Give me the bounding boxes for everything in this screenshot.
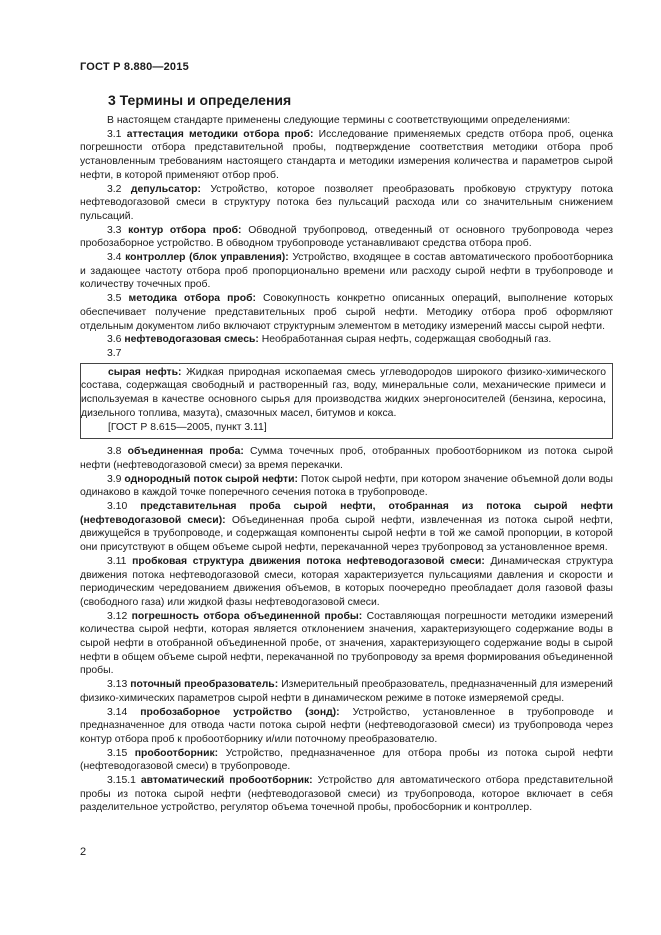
term-name: однородный поток сырой нефти: — [124, 473, 298, 485]
term-paragraph — [80, 445, 613, 472]
term-number: 3.15 — [107, 747, 128, 759]
term-paragraph — [80, 251, 613, 292]
document-body — [80, 114, 613, 815]
term-number: 3.12 — [107, 610, 128, 622]
term-name: методика отбора проб: — [128, 293, 256, 305]
term-name: поточный преобразователь: — [130, 679, 279, 691]
term-definition: Устройство, которое позволяет преобразовать пробковую структуру потока нефтеводогазовой смеси в структуру потока без пульсаций расхода или со значительным снижением пульсаций. — [80, 183, 614, 222]
term-definition: Совокупность конкретно описанных операций, выполнение которых обеспечивает получение представительных проб сырой нефти. Методику отбора проб оформляют отдельным документом либо включают структурным элементом в методику измерений массы сырой нефти. — [80, 293, 613, 332]
term-paragraph — [80, 706, 613, 747]
term-name: автоматический пробоотборник: — [140, 775, 313, 787]
term-name: объединенная проба: — [127, 446, 244, 458]
term-number: 3.14 — [107, 706, 128, 718]
term-name: аттестация методики отбора проб: — [126, 128, 314, 140]
terms-list — [80, 445, 613, 815]
term-name: представительная проба сырой нефти, отобранная из потока сырой нефти (нефтеводогазовой смеси): — [80, 500, 613, 526]
term-number: 3.8 — [107, 446, 122, 458]
term-number: 3.13 — [107, 679, 128, 691]
term-definition: Составляющая погрешности методики измерений количества сырой нефти, которая является отклонением значения, характеризующего содержание воды в сырой нефти в отобранной объединенной пробе, от значения, характеризующего содержание воды в сырой нефти в общем объеме сырой нефти, перекачанной по трубопроводу за время формирования объединенной пробы. — [80, 610, 614, 677]
term-number: 3.10 — [107, 500, 128, 512]
term-number: 3.6 — [107, 334, 122, 346]
term-definition: Объединенная проба сырой нефти, извлеченная из потока сырой нефти, движущейся в трубопроводе, и содержащая компоненты сырой нефти в той же самой пропорции, в которой они присутствуют в общем объеме сырой нефти, перекачанной через трубопровод за установленное время. — [80, 514, 613, 554]
boxed-term-paragraph — [81, 366, 612, 421]
term-number: 3.15.1 — [107, 775, 136, 787]
term-number: 3.1 — [107, 128, 122, 140]
term-number: 3.9 — [107, 473, 122, 485]
term-paragraph — [80, 555, 613, 610]
term-paragraph — [80, 610, 613, 679]
term-paragraph — [80, 473, 613, 500]
term-definition: Устройство, установленное в трубопроводе и предназначенное для отвода части потока сырой нефти (нефтеводогазовой смеси) из трубопровода через контур отбора проб к пробоотборнику и/или поточному преобразователю. — [80, 706, 614, 745]
term-paragraph — [80, 128, 613, 183]
term-number: 3.4 — [107, 252, 122, 264]
term-number: 3.11 — [107, 555, 127, 567]
term-definition: Поток сырой нефти, при котором значение объемной доли воды одинаково в каждой точке поперечного сечения потока в трубопроводе. — [80, 473, 614, 499]
boxed-term-definition: Жидкая природная ископаемая смесь углеводородов широкого физико-химического состава, содержащая свободный и растворенный газ, воду, минеральные соли, механические примеси и используемая в качестве основного сырья для производства жидких энергоносителей (бензина, керосина, дизельного топлива, мазута), смазочных масел, битумов и кокса. — [81, 366, 606, 419]
term-paragraph — [80, 333, 613, 347]
term-name: погрешность отбора объединенной пробы: — [131, 610, 363, 622]
term-name: контроллер (блок управления): — [125, 252, 289, 264]
term-paragraph — [80, 678, 613, 705]
term-definition: Динамическая структура движения потока нефтеводогазовой смеси, которая характеризуется пульсациями давления и скорости и периодическим чередованием движения объемов, в которых поочередно преобладает доля газовой фазы (свободного газа) или жидкой фазы нефтеводогазовой смеси. — [80, 555, 614, 608]
term-number: 3.5 — [107, 293, 122, 305]
boxed-reference: [ГОСТ Р 8.615—2005, пункт 3.11] — [108, 422, 267, 434]
terms-list — [80, 128, 613, 347]
term-definition: Устройство, входящее в состав автоматического пробоотборника и задающее частоту отбора проб пропорционально времени или расходу сырой нефти в трубопроводе и количеству точечных проб. — [80, 252, 614, 291]
term-paragraph — [80, 183, 613, 224]
term-paragraph — [80, 500, 613, 555]
term-name: контур отбора проб: — [128, 224, 242, 236]
term-number: 3.2 — [107, 183, 122, 195]
section-title: 3 Термины и определения — [108, 92, 292, 108]
term-definition: Сумма точечных проб, отобранных пробоотборником из потока сырой нефти (нефтеводогазовой смеси) за время перекачки. — [80, 446, 614, 471]
term-definition: Устройство для автоматического отбора представительной пробы из потока сырой нефти (нефтеводогазовой смеси) из трубопровода, которое включает в себя разделительное устройство, регулятор объема точечной пробы, пробосборник и контроллер. — [80, 775, 613, 814]
term-name: нефтеводогазовая смесь: — [124, 334, 259, 346]
term-paragraph — [80, 774, 613, 815]
term-paragraph — [80, 224, 613, 251]
term-definition: Измерительный преобразователь, предназначенный для измерений физико-химических параметров сырой нефти в динамическом режиме в потоке измеряемой среды. — [80, 679, 613, 704]
page-number: 2 — [80, 846, 87, 858]
document-header: ГОСТ Р 8.880—2015 — [80, 61, 189, 73]
term-name: депульсатор: — [130, 183, 201, 195]
term-definition: Необработанная сырая нефть, содержащая свободный газ. — [261, 334, 552, 346]
boxed-definition — [80, 363, 613, 440]
term-number: 3.3 — [107, 224, 122, 236]
term-paragraph — [80, 747, 613, 774]
term-definition: Обводной трубопровод, отведенный от основного трубопровода через пробозаборное устройство. В обводном трубопроводе устанавливают средства отбора проб. — [80, 224, 614, 250]
boxed-term: сырая нефть: — [108, 366, 182, 378]
term-definition: Устройство, предназначенное для отбора пробы из потока сырой нефти (нефтеводогазовой смеси) в трубопроводе. — [80, 747, 614, 773]
term-name: пробковая структура движения потока нефтеводогазовой смеси: — [132, 555, 485, 567]
term-definition: Исследование применяемых средств отбора проб, оценка погрешности отбора представительной пробы, подтверждение соответствия методики отбора проб установленным требованиям настоящего стандарта и методики измерения количества и параметров сырой нефти, в которой применяют отбор проб. — [80, 128, 614, 181]
term-name: пробозаборное устройство (зонд): — [140, 706, 340, 718]
intro-paragraph: В настоящем стандарте применены следующие термины с соответствующими определениями: — [107, 115, 571, 126]
term-name: пробоотборник: — [134, 747, 219, 759]
boxed-term-number: 3.7 — [107, 347, 122, 359]
term-paragraph — [80, 292, 613, 333]
